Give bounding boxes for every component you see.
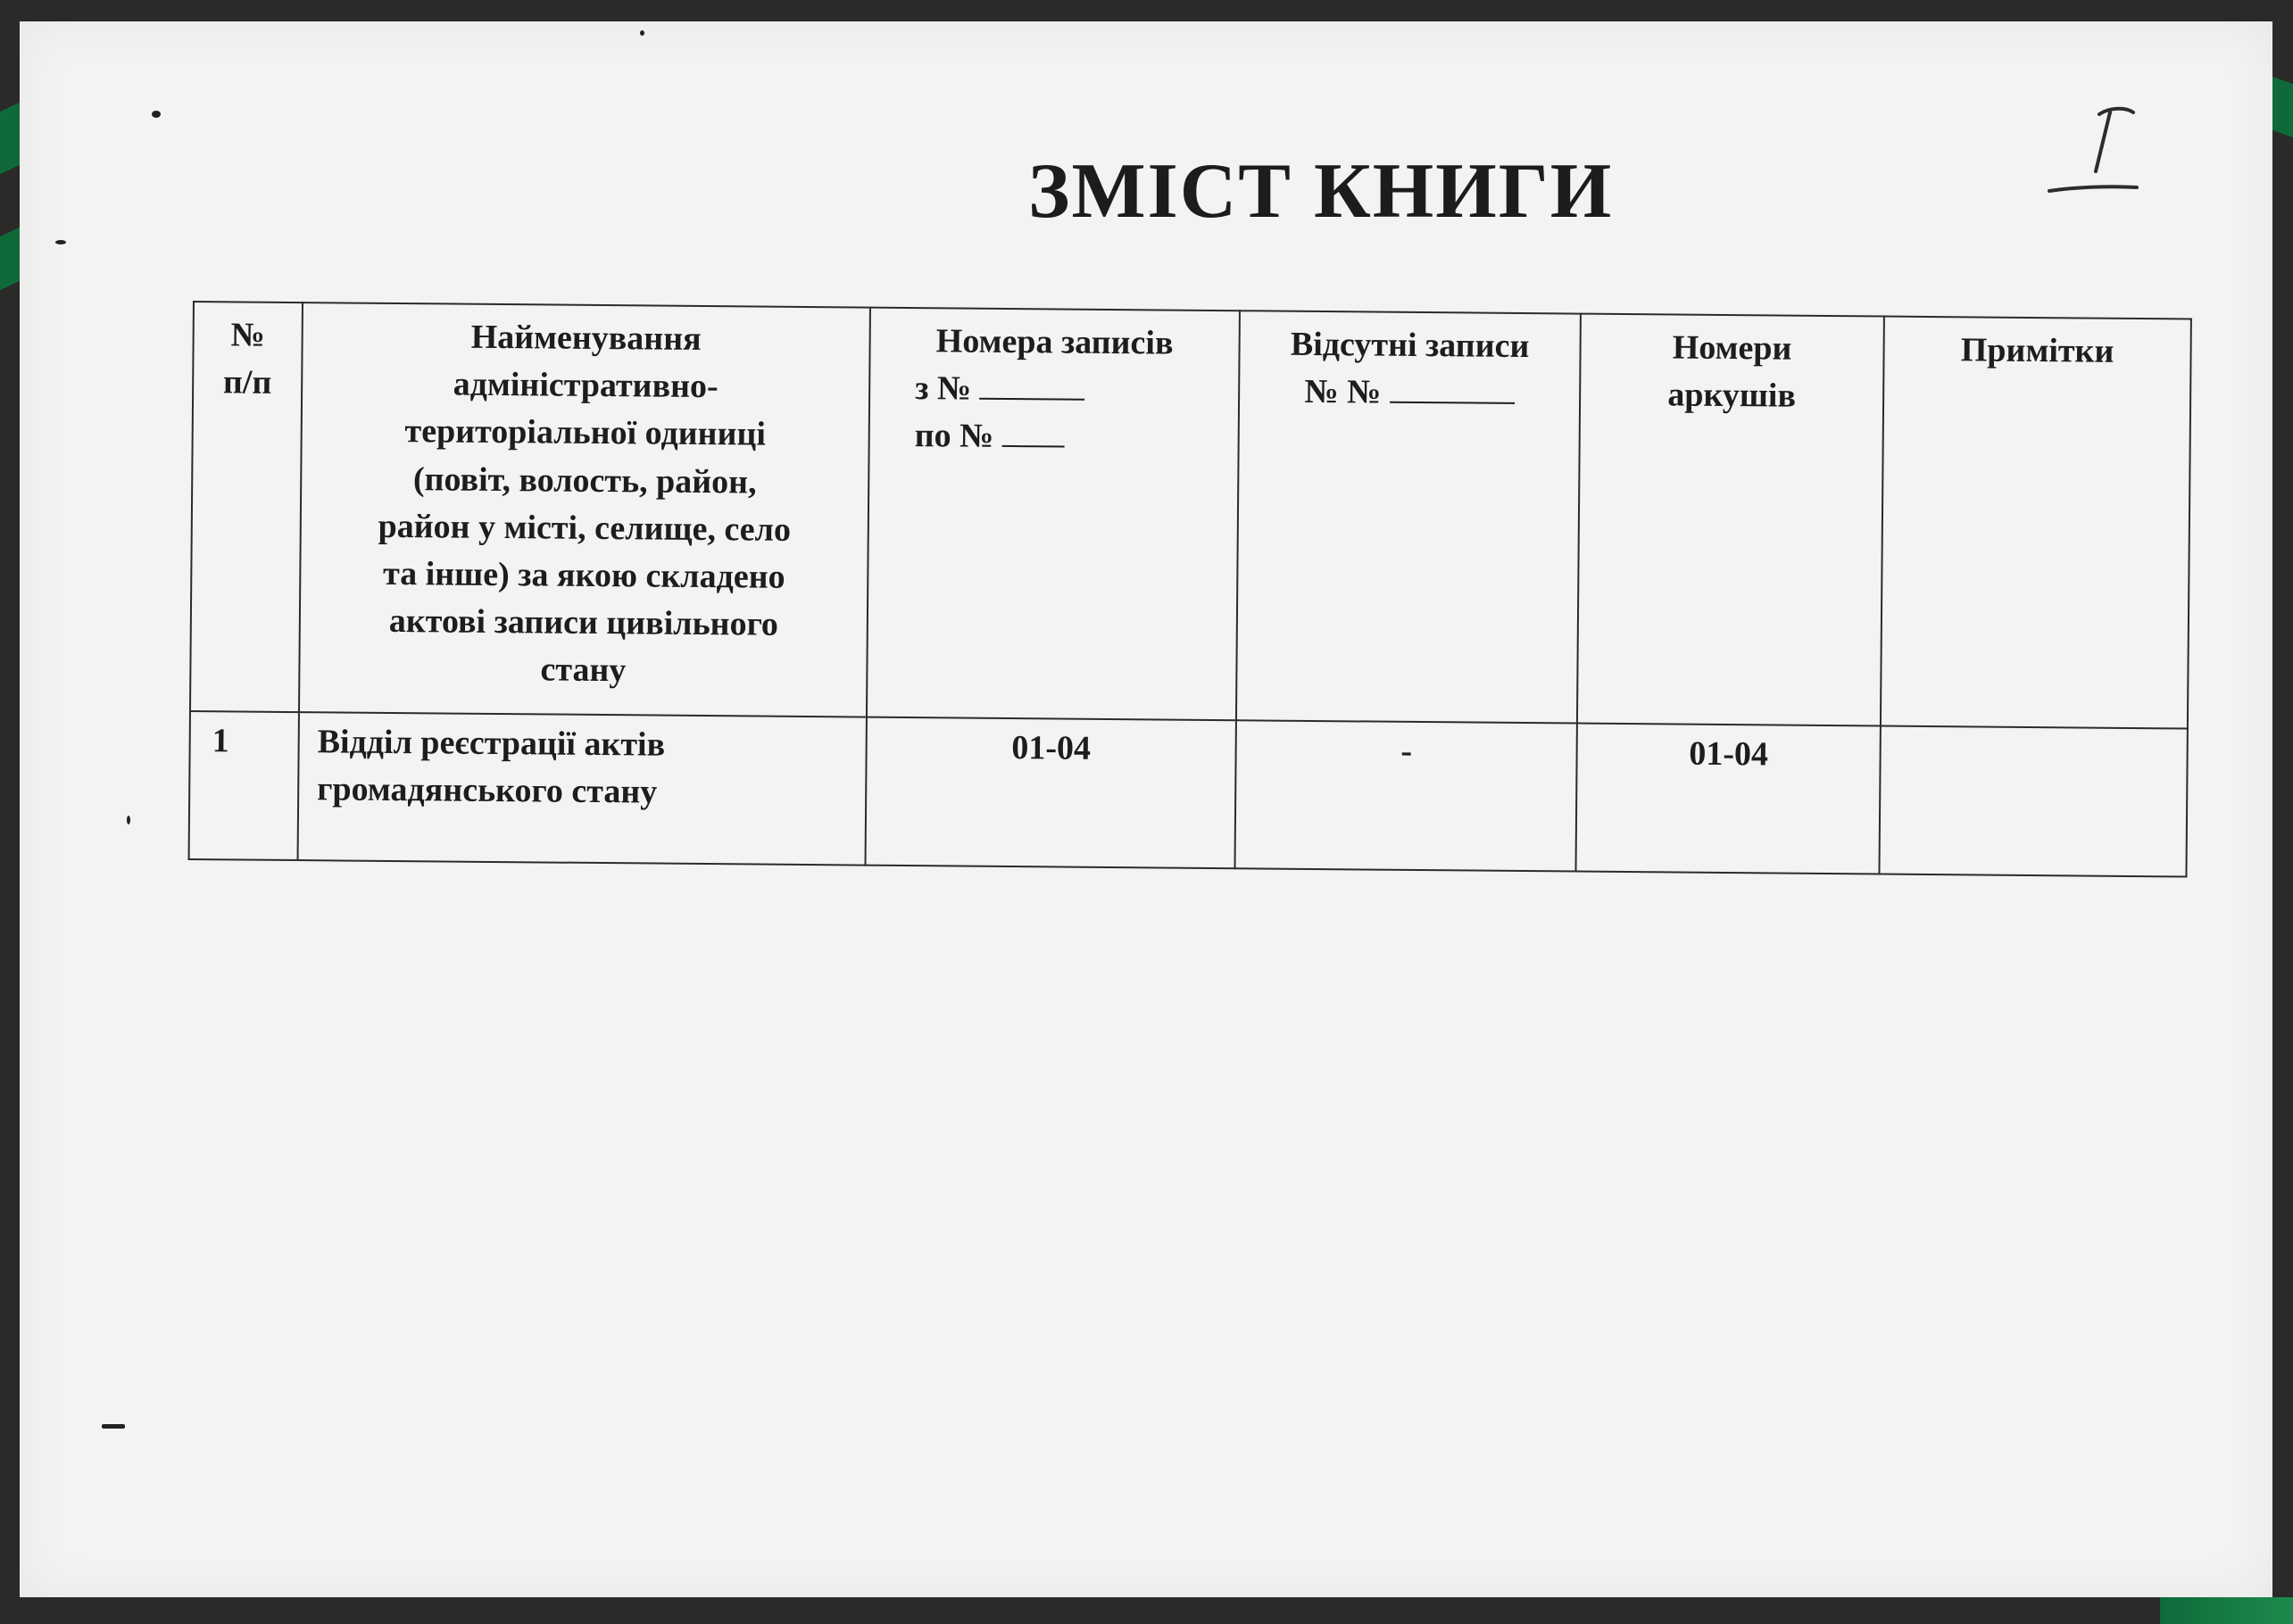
row-missing-cell: - <box>1234 720 1576 871</box>
row-sheets-cell: 01-04 <box>1575 724 1880 874</box>
paper-speck <box>55 240 66 244</box>
row-name-line1: Відділ реєстрації актів <box>317 723 666 764</box>
paper-speck <box>640 30 644 36</box>
header-missing <box>1236 311 1581 723</box>
contents-table <box>188 301 2192 878</box>
handwritten-page-number <box>2037 102 2153 200</box>
paper-speck <box>152 111 161 118</box>
header-name-line: Найменування <box>470 318 702 358</box>
fill-in-blank-line <box>1390 373 1515 404</box>
row-number-cell: 1 <box>189 711 299 860</box>
header-sheets <box>1577 314 1884 726</box>
header-num-line1: № <box>230 316 265 354</box>
binder-edge-strip <box>2160 1597 2293 1624</box>
page-title: ЗМІСТ КНИГИ <box>1028 148 1614 235</box>
header-name-line: та інше) за якою складено <box>382 554 785 596</box>
header-records-from-label: з № <box>914 369 972 408</box>
header-missing-numbers <box>1252 369 1566 418</box>
header-name <box>299 302 870 717</box>
paper-speck <box>127 816 130 824</box>
header-missing-numbers-label: № № <box>1304 373 1382 411</box>
header-name-line: (повіт, волость, район, <box>412 460 757 501</box>
row-name-cell <box>298 712 867 866</box>
header-records <box>867 308 1240 721</box>
header-notes <box>1881 317 2191 729</box>
binder-edge-strip <box>0 228 20 290</box>
header-records-to-label: по № <box>914 417 994 456</box>
paper-speck <box>102 1424 125 1429</box>
header-records-from <box>883 365 1225 416</box>
table-row <box>189 711 2188 877</box>
header-missing-title: Відсутні записи <box>1290 325 1530 366</box>
header-records-title: Номера записів <box>935 322 1174 362</box>
binder-edge-strip <box>2272 77 2293 137</box>
fill-in-blank-line <box>980 369 1085 401</box>
row-records-cell: 01-04 <box>866 717 1236 869</box>
document-page <box>20 21 2272 1597</box>
header-name-line: район у місті, селище, село <box>378 507 792 549</box>
header-num-line2: п/п <box>222 363 272 402</box>
header-name-line: адміністративно- <box>453 365 719 406</box>
row-name-line2: громадянського стану <box>317 770 658 811</box>
header-sheets-line2: аркушів <box>1667 376 1797 415</box>
row-notes-cell <box>1879 726 2187 877</box>
table-header-row <box>190 302 2191 729</box>
header-name-line: актові записи цивільного <box>388 602 779 643</box>
header-records-to <box>882 412 1225 463</box>
header-name-line: територіальної одиниці <box>404 412 767 453</box>
header-sheets-line1: Номери <box>1672 328 1792 368</box>
header-notes-label: Примітки <box>1960 331 2114 370</box>
header-num <box>190 302 303 712</box>
header-name-line: стану <box>540 650 627 690</box>
binder-edge-strip <box>0 103 20 174</box>
fill-in-blank-line <box>1002 417 1065 448</box>
